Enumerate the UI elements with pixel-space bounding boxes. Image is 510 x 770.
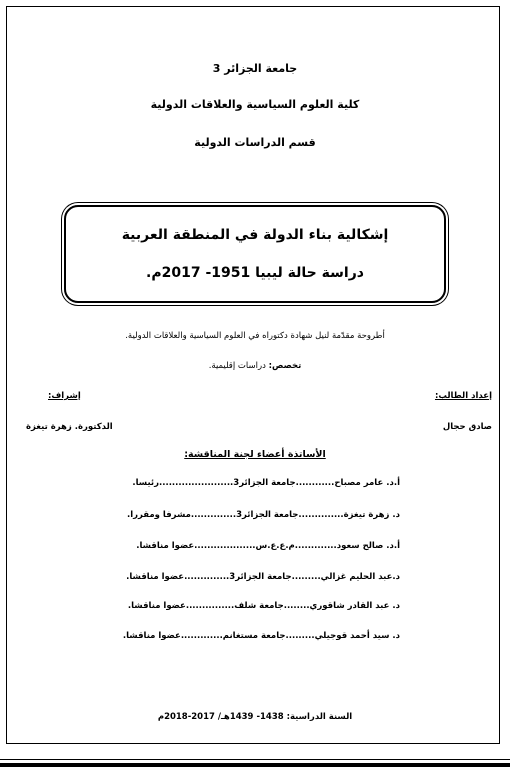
academic-year-value: 1438- 1439هـ/ 2017-2018م bbox=[157, 712, 284, 722]
department-name: قسم الدراسات الدولية bbox=[194, 136, 316, 149]
specialization bbox=[0, 361, 510, 371]
footer-rule bbox=[0, 763, 510, 767]
thesis-title: إشكالية بناء الدولة في المنطقة العربية bbox=[121, 227, 389, 243]
case-study: دراسة حالة ليبيا 1951- 2017م. bbox=[146, 265, 364, 281]
student-label: إعداد الطالب: bbox=[434, 391, 492, 401]
committee-member: د. عبد القادر شاقوري........جامعة شلف...............عضوا مناقشا. bbox=[127, 601, 400, 611]
faculty-name: كلية العلوم السياسية والعلاقات الدولية bbox=[150, 98, 360, 111]
committee-heading: الأساتذة أعضاء لجنة المناقشة: bbox=[184, 449, 326, 460]
specialization-label: تخصص: bbox=[268, 361, 302, 371]
academic-year-label: السنة الدراسية: bbox=[286, 712, 353, 722]
committee-member: د.عبد الحليم غزالي.........جامعة الجزائر3..............عضوا مناقشا. bbox=[126, 572, 400, 582]
supervisor-label: إشراف: bbox=[48, 391, 81, 401]
committee-member: أ.د. صالح سعود.............م.ع.ع.س...................عضوا مناقشا. bbox=[136, 541, 400, 551]
thesis-description: أطروحة مقدّمة لنيل شهادة دكتوراه في العلوم السياسية والعلاقات الدولية. bbox=[125, 331, 385, 341]
academic-year bbox=[0, 712, 510, 722]
student-name: صادق حجال bbox=[442, 422, 492, 432]
supervisor-name: الدكتورة. زهرة تيغزة bbox=[26, 422, 113, 432]
footer-rule-thin bbox=[0, 759, 510, 760]
specialization-value: دراسات إقليمية. bbox=[208, 361, 266, 371]
title-box bbox=[64, 205, 446, 303]
committee-member: د. سيد أحمد قوجيلي.........جامعة مستغانم.............عضوا مناقشا. bbox=[122, 631, 400, 641]
committee-member: د. زهرة تيغزة..............جامعة الجزائر3..............مشرفا ومقررا. bbox=[126, 510, 400, 520]
university-name: جامعة الجزائر 3 bbox=[212, 62, 298, 75]
committee-member: أ.د. عامر مصباح............جامعة الجزائر3.......................رئيسا. bbox=[132, 478, 400, 488]
